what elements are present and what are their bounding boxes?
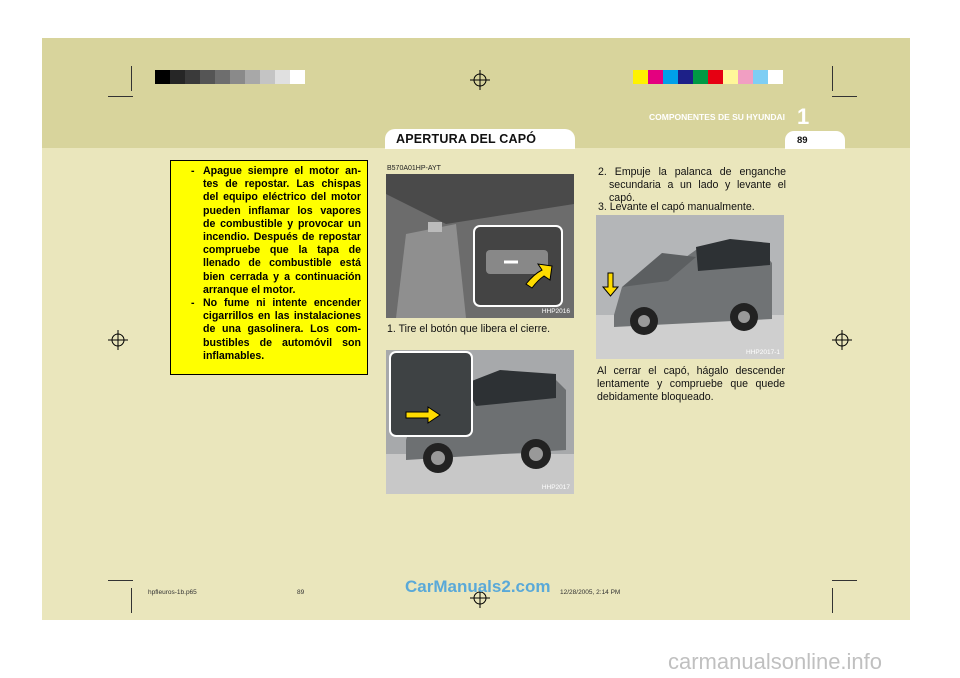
color-swatch xyxy=(185,70,200,84)
warning-item xyxy=(177,165,361,297)
crop-mark xyxy=(832,580,857,581)
photo-caption: HHP2017-1 xyxy=(746,349,780,356)
crop-mark xyxy=(108,96,133,97)
raised-hood-photo xyxy=(596,215,784,359)
step-3-text: 3. Levante el capó manualmente. xyxy=(598,201,755,213)
color-swatch xyxy=(633,70,648,84)
crop-mark xyxy=(832,66,833,91)
crop-mark xyxy=(131,66,132,91)
color-swatch xyxy=(170,70,185,84)
color-swatch xyxy=(738,70,753,84)
color-swatch xyxy=(155,70,170,84)
list-dash: - xyxy=(191,165,195,177)
step-2-text: 2. Empuje la palanca de enganche secundaria a un lado y levante el capó. xyxy=(598,166,786,204)
color-swatch xyxy=(215,70,230,84)
crop-mark xyxy=(832,588,833,613)
chapter-number: 1 xyxy=(797,104,810,129)
warning-text: No fume ni intente encender cigarrillos en las instalaciones de una gasolinera. Los com- bustibles de automóvil son inflamables. xyxy=(203,297,361,362)
color-swatch xyxy=(663,70,678,84)
color-swatch xyxy=(723,70,738,84)
photo-caption: HHP2016 xyxy=(541,308,570,315)
color-swatch xyxy=(290,70,305,84)
hood-lever-photo xyxy=(386,350,574,494)
color-swatch xyxy=(753,70,768,84)
step-1-text: 1. Tire el botón que libera el cierre. xyxy=(387,323,551,335)
registration-mark-icon xyxy=(108,330,128,350)
footer-date: 12/28/2005, 2:14 PM xyxy=(560,589,621,596)
latch-button-photo xyxy=(386,174,574,318)
color-swatch xyxy=(648,70,663,84)
color-swatch xyxy=(200,70,215,84)
page-number-badge xyxy=(785,131,845,149)
section-title: APERTURA DEL CAPÓ xyxy=(396,132,537,146)
footer-page: 89 xyxy=(297,589,305,596)
color-swatch xyxy=(260,70,275,84)
section-code: B570A01HP-AYT xyxy=(387,165,441,172)
list-dash: - xyxy=(191,297,195,310)
warning-text: Apague siempre el motor an- tes de repostar. Las chispas del equipo eléctrico del motor pueden inflamar los vapores de combustible y provocar un incendio. Después de repostar compruebe que la tapa de llenado de combustible está bien cerrada y a continuación arranque el motor. xyxy=(203,165,361,296)
registration-mark-icon xyxy=(470,70,490,90)
watermark-logo: CarManuals2.com xyxy=(405,577,551,596)
color-swatch xyxy=(693,70,708,84)
crop-mark xyxy=(832,96,857,97)
closing-text: Al cerrar el capó, hágalo descender lentamente y compruebe que quede debidamente bloqueado. xyxy=(597,365,785,403)
site-watermark: carmanualsonline.info xyxy=(668,649,883,674)
registration-mark-icon xyxy=(832,330,852,350)
color-swatch xyxy=(678,70,693,84)
crop-mark xyxy=(131,588,132,613)
color-swatch xyxy=(768,70,783,84)
footer-filename: hpfleuros-1b.p65 xyxy=(148,589,197,596)
photo-caption: HHP2017 xyxy=(541,484,570,491)
cmyk-color-bar xyxy=(633,70,783,84)
warning-box xyxy=(170,160,368,375)
warning-item xyxy=(177,297,361,363)
color-swatch xyxy=(275,70,290,84)
color-swatch xyxy=(708,70,723,84)
color-swatch xyxy=(230,70,245,84)
color-swatch xyxy=(245,70,260,84)
chapter-label: COMPONENTES DE SU HYUNDAI xyxy=(649,112,786,122)
grayscale-color-bar xyxy=(155,70,305,84)
page-number: 89 xyxy=(797,135,808,146)
crop-mark xyxy=(108,580,133,581)
